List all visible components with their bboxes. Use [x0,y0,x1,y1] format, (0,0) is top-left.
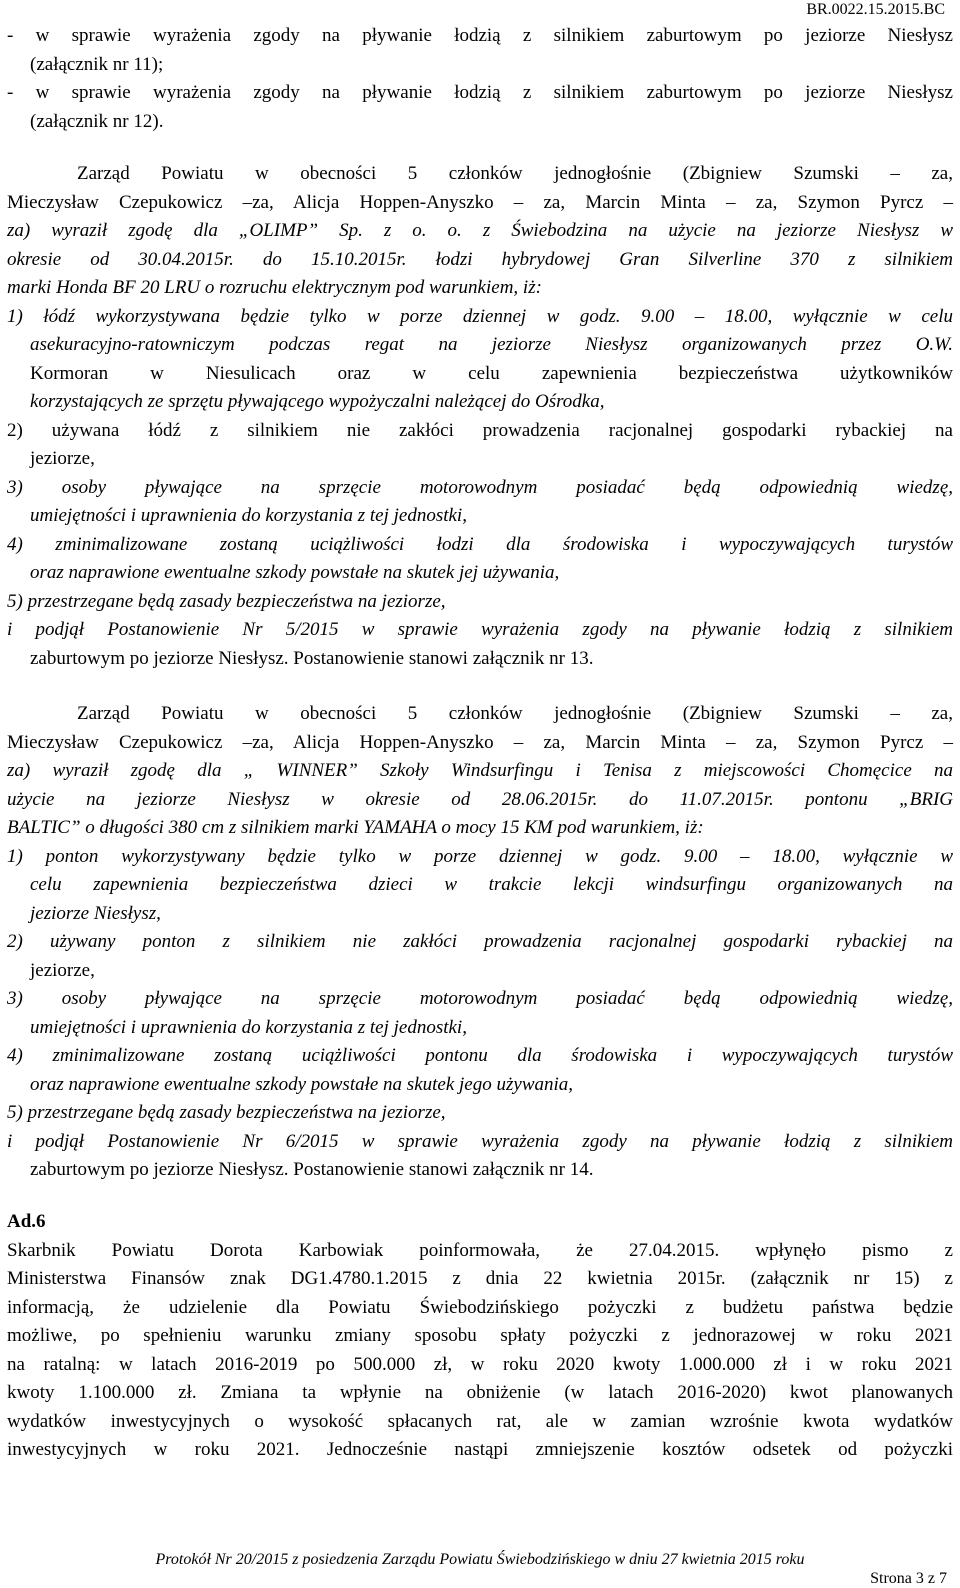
text-line: korzystających ze sprzętu pływającego wypożyczalni należącej do Ośrodka, [30,391,605,412]
text-line: 3) osoby pływające na sprzęcie motorowodnym posiadać będą odpowiednią wiedzę, [7,476,953,498]
text-line: umiejętności i uprawnienia do korzystania z tej jednostki, [30,505,467,526]
text-line: za) wyraził zgodę dla „ WINNER” Szkoły Windsurfingu i Tenisa z miejscowości Chomęcice na [7,760,953,781]
text-line: (załącznik nr 12). [30,110,164,132]
text-line: marki Honda BF 20 LRU o rozruchu elektrycznym pod warunkiem, iż: [7,277,542,298]
text-line: Mieczysław Czepukowicz –za, Alicja Hoppen-Anyszko – za, Marcin Minta – za, Szymon Pyrcz – [7,191,953,213]
text-line: 3) osoby pływające na sprzęcie motorowodnym posiadać będą odpowiednią wiedzę, [7,988,953,1009]
text-line: Skarbnik Powiatu Dorota Karbowiak poinformowała, że 27.04.2015. wpłynęło pismo z [7,1239,953,1261]
resolution-paragraph-winner [7,700,953,1185]
section-heading: Ad.6 [7,1211,46,1232]
text-line: 5) przestrzegane będą zasady bezpieczeństwa na jeziorze, [7,1102,446,1123]
text-line: na ratalną: w latach 2016-2019 po 500.000 zł, w roku 2020 kwoty 1.000.000 zł i w roku 2021 [7,1353,953,1375]
text-line: Zarząd Powiatu w obecności 5 członków jednogłośnie (Zbigniew Szumski – za, [77,703,953,724]
text-line: Kormoran w Niesulicach oraz w celu zapewnienia bezpieczeństwa użytkowników [30,362,953,384]
text-line: celu zapewnienia bezpieczeństwa dzieci w trakcie lekcji windsurfingu organizowanych na [30,874,953,895]
text-line: 1) ponton wykorzystywany będzie tylko w porze dziennej w godz. 9.00 – 18.00, wyłącznie w [7,845,953,867]
text-line: inwestycyjnych w roku 2021. Jednocześnie nastąpi zmniejszenie kosztów odsetek od pożyczki [7,1439,953,1460]
text-line: (załącznik nr 11); [30,53,164,75]
document-id: BR.0022.15.2015.BC [806,1,945,18]
text-line: jeziorze, [30,448,95,469]
text-line: za) wyraził zgodę dla „OLIMP” Sp. z o. o. z Świebodzina na użycie na jeziorze Niesłysz w [7,220,953,241]
text-line: umiejętności i uprawnienia do korzystania z tej jednostki, [30,1016,467,1038]
text-line: wydatków inwestycyjnych o wysokość spłacanych rat, ale w zamian wzrośnie kwota wydatków [7,1410,953,1432]
text-line: 1) łódź wykorzystywana będzie tylko w porze dziennej w godz. 9.00 – 18.00, wyłącznie w celu [7,305,953,327]
text-line: okresie od 30.04.2015r. do 15.10.2015r. łodzi hybrydowej Gran Silverline 370 z silnikiem [7,248,953,270]
text-line: informacją, że udzielenie dla Powiatu Świebodzińskiego pożyczki z budżetu państwa będzie [7,1296,953,1318]
text-line: i podjął Postanowienie Nr 6/2015 w sprawie wyrażenia zgody na pływanie łodzią z silnikiem [7,1130,953,1152]
text-line: - w sprawie wyrażenia zgody na pływanie łodzią z silnikiem zaburtowym po jeziorze Niesłysz [7,82,953,103]
resolution-paragraph-olimp [7,160,953,673]
text-line: kwoty 1.100.000 zł. Zmiana ta wpłynie na obniżenie (w latach 2016-2020) kwot planowanych [7,1382,953,1403]
text-line: oraz naprawione ewentualne szkody powstałe na skutek jej używania, [30,562,560,583]
text-line: zaburtowym po jeziorze Niesłysz. Postanowienie stanowi załącznik nr 13. [30,647,594,669]
text-line: Zarząd Powiatu w obecności 5 członków jednogłośnie (Zbigniew Szumski – za, [77,163,953,184]
text-line: Ministerstwa Finansów znak DG1.4780.1.2015 z dnia 22 kwietnia 2015r. (załącznik nr 15) z [7,1268,953,1289]
text-line: BALTIC” o długości 380 cm z silnikiem marki YAMAHA o mocy 15 KM pod warunkiem, iż: [7,817,704,838]
text-line: jeziorze, [30,959,95,981]
list-continuation [7,22,953,136]
text-line: 4) zminimalizowane zostaną uciążliwości pontonu dla środowiska i wypoczywających turystów [7,1045,953,1066]
text-line: i podjął Postanowienie Nr 5/2015 w sprawie wyrażenia zgody na pływanie łodzią z silnikiem [7,619,953,640]
text-line: 2) używana łódź z silnikiem nie zakłóci prowadzenia racjonalnej gospodarki rybackiej na [7,419,953,441]
text-line: 5) przestrzegane będą zasady bezpieczeństwa na jeziorze, [7,590,446,612]
text-line: użycie na jeziorze Niesłysz w okresie od 28.06.2015r. do 11.07.2015r. pontonu „BRIG [7,788,953,810]
page-number: Strona 3 z 7 [870,1570,947,1587]
text-line: - w sprawie wyrażenia zgody na pływanie łodzią z silnikiem zaburtowym po jeziorze Niesłysz [7,25,953,46]
text-line: Mieczysław Czepukowicz –za, Alicja Hoppen-Anyszko – za, Marcin Minta – za, Szymon Pyrcz – [7,731,953,753]
text-line: oraz naprawione ewentualne szkody powstałe na skutek jego używania, [30,1073,574,1095]
text-line: możliwe, po spełnieniu warunku zmiany sposobu spłaty pożyczki z jednorazowej w roku 2021 [7,1325,953,1346]
text-line: 4) zminimalizowane zostaną uciążliwości łodzi dla środowiska i wypoczywających turystów [7,533,953,555]
text-line: jeziorze Niesłysz, [30,902,161,924]
agenda-item-ad6 [7,1208,953,1465]
text-line: 2) używany ponton z silnikiem nie zakłóci prowadzenia racjonalnej gospodarki rybackiej na [7,931,953,952]
footer-protocol: Protokół Nr 20/2015 z posiedzenia Zarządu Powiatu Świebodzińskiego w dniu 27 kwietnia 2015 roku [155,1551,805,1568]
text-line: asekuracyjno-ratowniczym podczas regat na jeziorze Niesłysz organizowanych przez O.W. [30,334,953,355]
text-line: zaburtowym po jeziorze Niesłysz. Postanowienie stanowi załącznik nr 14. [30,1159,594,1180]
